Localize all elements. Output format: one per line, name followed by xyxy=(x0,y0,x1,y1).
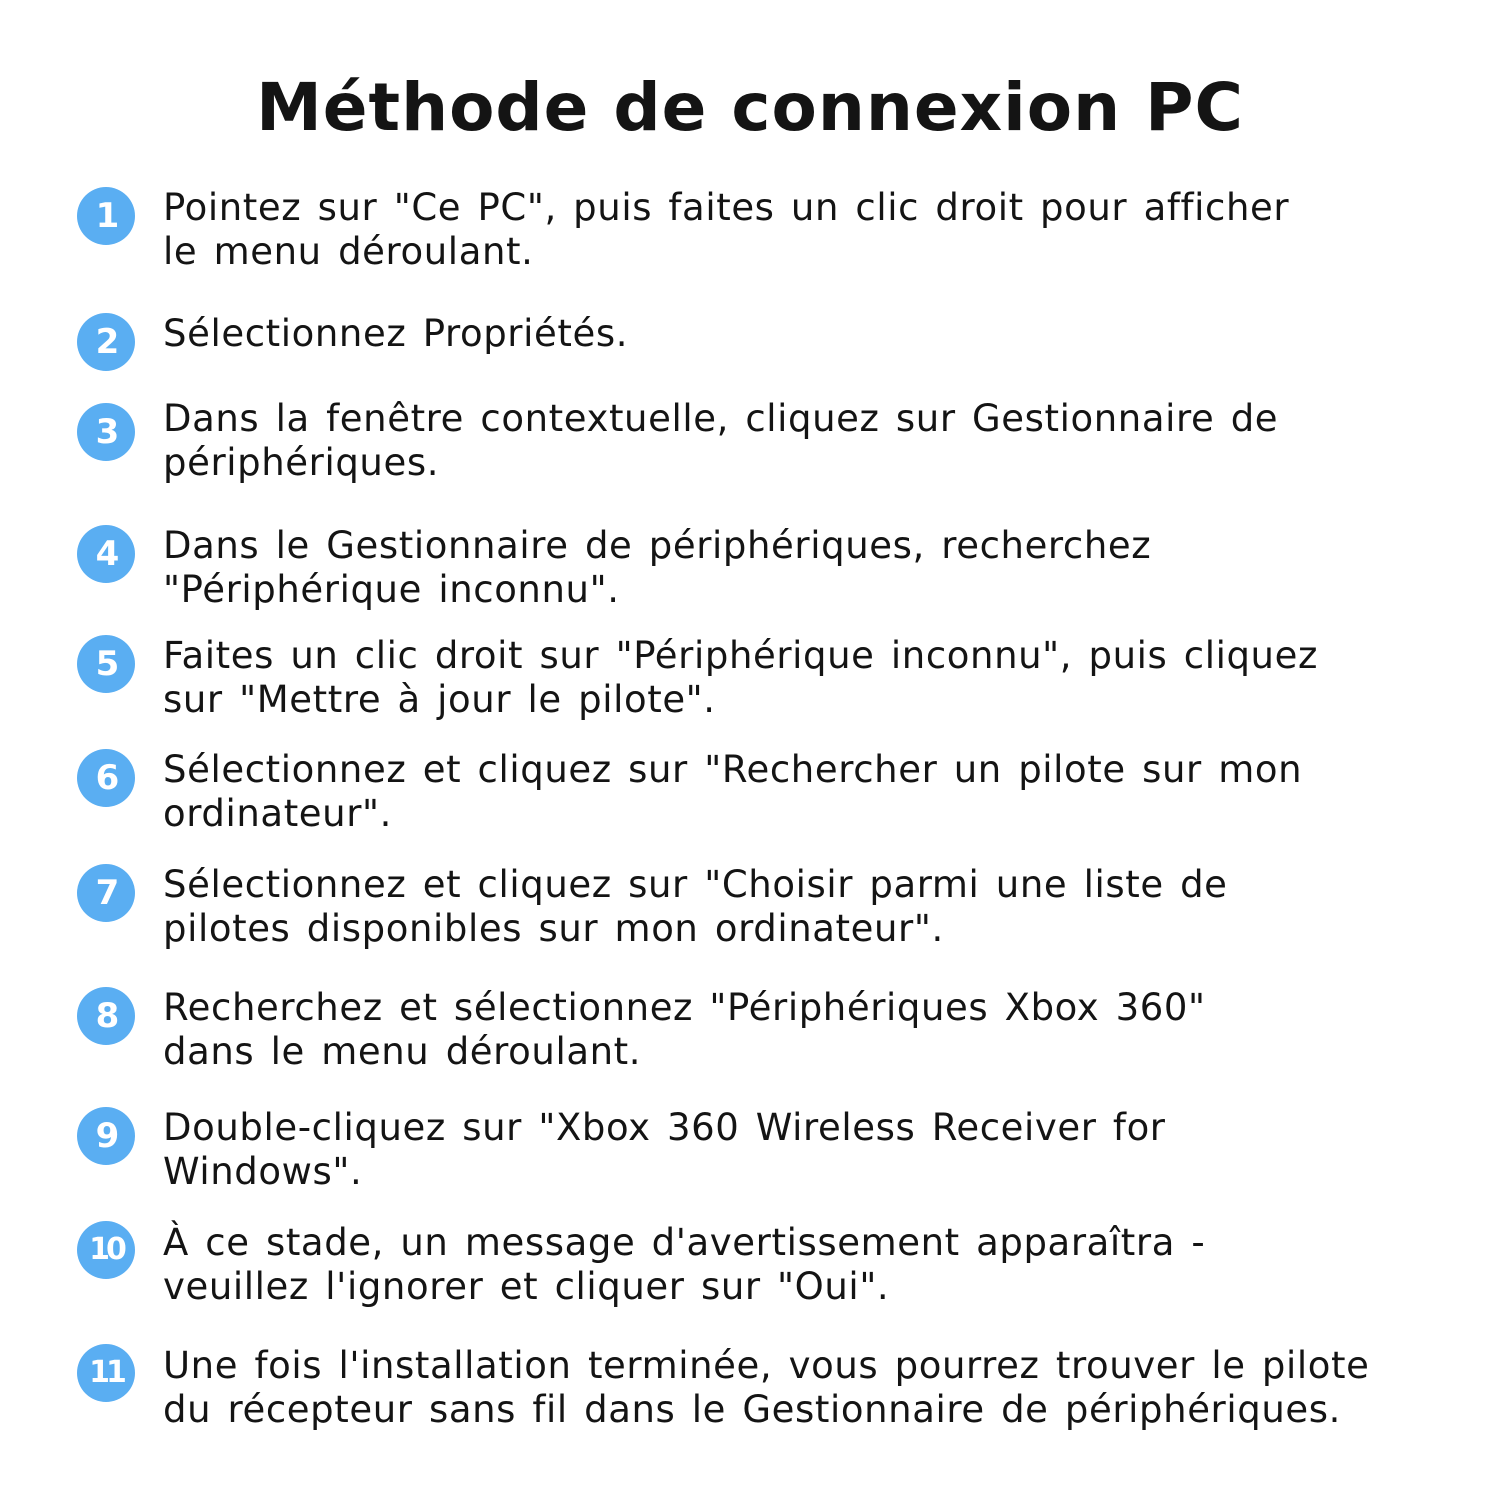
step-number-badge: 11 xyxy=(77,1344,135,1402)
step-text-line: périphériques. xyxy=(163,441,440,484)
step-number-badge: 9 xyxy=(77,1107,135,1165)
step-text-line: ordinateur". xyxy=(163,792,393,835)
step-text-line: Sélectionnez et cliquez sur "Choisir parmi une liste de xyxy=(163,863,1228,906)
step-number-badge: 3 xyxy=(77,403,135,461)
step-text-line: veuillez l'ignorer et cliquer sur "Oui". xyxy=(163,1265,890,1308)
step-text xyxy=(163,1106,1463,1194)
step-text-line: Faites un clic droit sur "Périphérique inconnu", puis cliquez xyxy=(163,634,1318,677)
step-number-badge: 6 xyxy=(77,749,135,807)
step-number-badge: 8 xyxy=(77,987,135,1045)
step-text-line: Dans le Gestionnaire de périphériques, recherchez xyxy=(163,524,1152,567)
step-text-line: le menu déroulant. xyxy=(163,230,534,273)
step-text xyxy=(163,1344,1463,1432)
step-text xyxy=(163,524,1463,612)
step-text-line: dans le menu déroulant. xyxy=(163,1030,642,1073)
step-number-badge: 4 xyxy=(77,525,135,583)
step-text-line: Recherchez et sélectionnez "Périphériques Xbox 360" xyxy=(163,986,1206,1029)
step-text-line: Windows". xyxy=(163,1150,363,1193)
step-text-line: Sélectionnez Propriétés. xyxy=(163,312,629,355)
step-number-badge: 7 xyxy=(77,864,135,922)
step-text xyxy=(163,634,1463,722)
step-text xyxy=(163,986,1463,1074)
step-text-line: Double-cliquez sur "Xbox 360 Wireless Receiver for xyxy=(163,1106,1166,1149)
step-text-line: sur "Mettre à jour le pilote". xyxy=(163,678,716,721)
step-text xyxy=(163,397,1463,485)
step-text xyxy=(163,186,1463,274)
step-text-line: Une fois l'installation terminée, vous pourrez trouver le pilote xyxy=(163,1344,1370,1387)
step-number-badge: 2 xyxy=(77,313,135,371)
step-text-line: Pointez sur "Ce PC", puis faites un clic droit pour afficher xyxy=(163,186,1290,229)
step-text xyxy=(163,748,1463,836)
step-text-line: pilotes disponibles sur mon ordinateur". xyxy=(163,907,944,950)
step-text-line: "Périphérique inconnu". xyxy=(163,568,620,611)
step-text-line: Dans la fenêtre contextuelle, cliquez sur Gestionnaire de xyxy=(163,397,1279,440)
page-title: Méthode de connexion PC xyxy=(256,69,1244,146)
step-text-line: À ce stade, un message d'avertissement apparaîtra - xyxy=(163,1221,1206,1264)
step-number-badge: 1 xyxy=(77,187,135,245)
step-text-line: Sélectionnez et cliquez sur "Rechercher un pilote sur mon xyxy=(163,748,1303,791)
step-number-badge: 10 xyxy=(77,1221,135,1279)
step-text-line: du récepteur sans fil dans le Gestionnaire de périphériques. xyxy=(163,1388,1341,1431)
step-text xyxy=(163,312,1463,356)
step-text xyxy=(163,1221,1463,1309)
step-number-badge: 5 xyxy=(77,635,135,693)
step-text xyxy=(163,863,1463,951)
